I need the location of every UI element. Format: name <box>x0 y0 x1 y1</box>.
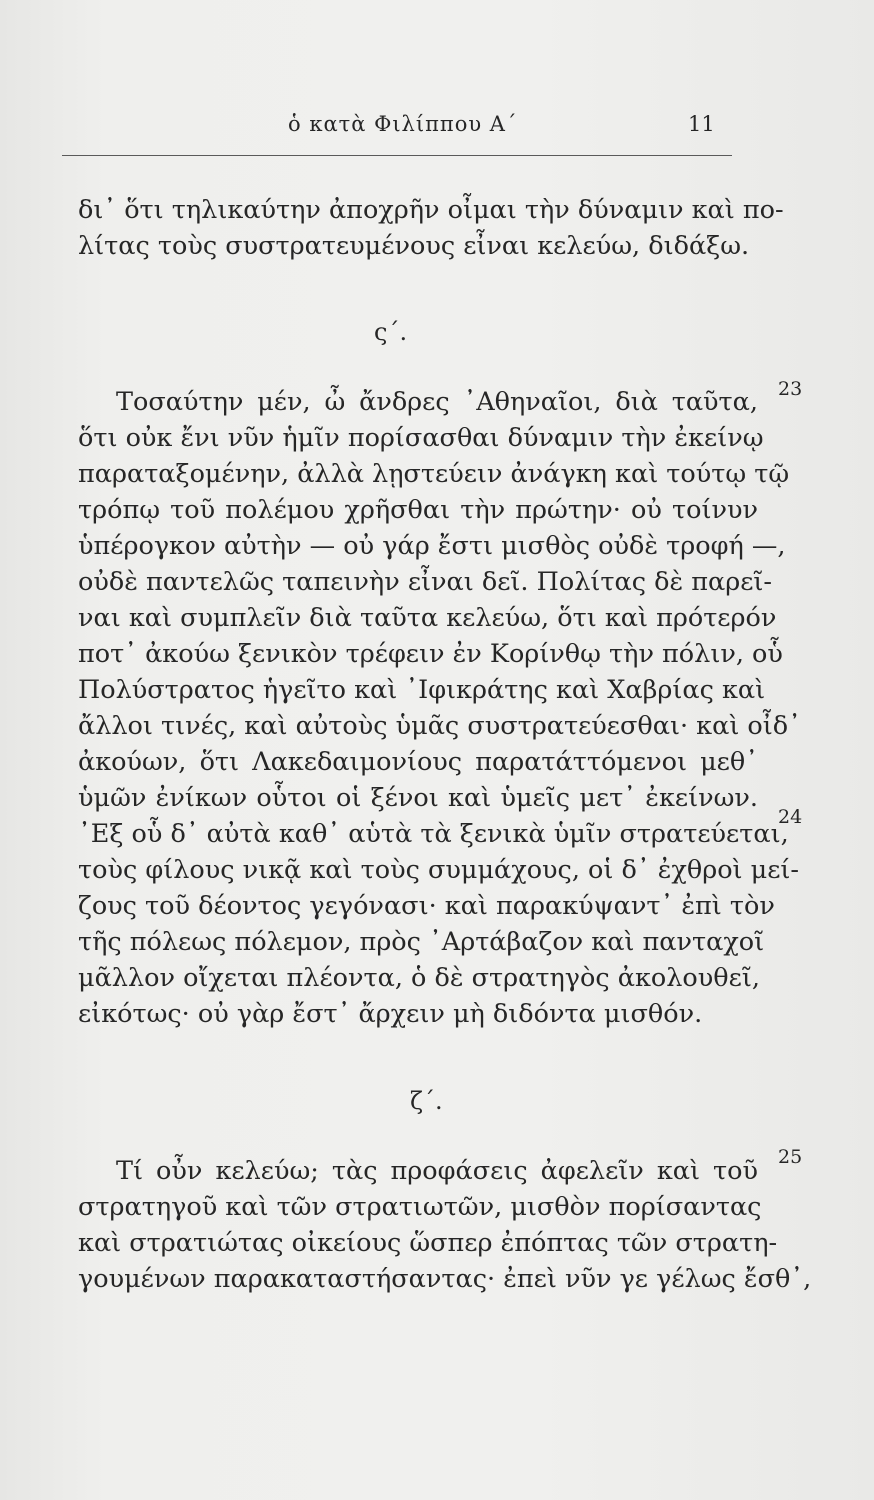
text-line: λίτας τοὺς συστρατευμένους εἶναι κελεύω, διδάξω. <box>78 231 750 261</box>
text-line: Τοσαύτην μέν, ὦ ἄνδρες ᾽Αθηναῖοι, διὰ ταῦτα, <box>116 387 758 417</box>
text-line: τρόπῳ τοῦ πολέμου χρῆσθαι τὴν πρώτην· οὐ τοίνυν <box>78 495 758 525</box>
text-line: οὐδὲ παντελῶς ταπεινὴν εἶναι δεῖ. Πολίτας δὲ παρεῖ- <box>78 567 773 597</box>
margin-paragraph-number: 23 <box>778 378 803 400</box>
text-line: δι᾽ ὅτι τηλικαύτην ἀποχρῆν οἶμαι τὴν δύναμιν καὶ πο- <box>78 195 784 225</box>
text-line: ναι καὶ συμπλεῖν διὰ ταῦτα κελεύω, ὅτι καὶ πρότερόν <box>78 603 777 633</box>
text-line: τοὺς φίλους νικᾷ καὶ τοὺς συμμάχους, οἱ δ᾽ ἐχθροὶ μεί- <box>78 855 800 885</box>
text-line: εἰκότως· οὐ γὰρ ἔστ᾽ ἄρχειν μὴ διδόντα μισθόν. <box>78 999 703 1029</box>
text-line: ὑπέρογκον αὐτὴν — οὐ γάρ ἔστι μισθὸς οὐδὲ τροφή —, <box>78 531 786 561</box>
text-line: ὅτι οὐκ ἔνι νῦν ἡμῖν πορίσασθαι δύναμιν τὴν ἐκείνῳ <box>78 423 764 453</box>
section-number: ζ΄. <box>410 1087 443 1115</box>
running-head <box>0 112 874 142</box>
margin-paragraph-number: 25 <box>778 1146 803 1168</box>
text-line: Τί οὖν κελεύω; τὰς προφάσεις ἀφελεῖν καὶ τοῦ <box>116 1156 758 1186</box>
text-line: ἄλλοι τινές, καὶ αὐτοὺς ὑμᾶς συστρατεύεσθαι· καὶ οἶδ᾽ <box>78 711 801 741</box>
running-title: ὁ κατὰ Φιλίππου Α΄ <box>288 112 518 136</box>
text-line: Πολύστρατος ἡγεῖτο καὶ ᾽Ιφικράτης καὶ Χαβρίας καὶ <box>78 675 766 705</box>
text-line: ὑμῶν ἐνίκων οὗτοι οἱ ξένοι καὶ ὑμεῖς μετ᾽ ἐκείνων. <box>78 783 758 813</box>
text-line: καὶ στρατιώτας οἰκείους ὥσπερ ἐπόπτας τῶν στρατη- <box>78 1228 778 1258</box>
text-line: στρατηγοῦ καὶ τῶν στρατιωτῶν, μισθὸν πορίσαντας <box>78 1192 762 1222</box>
page-number: 11 <box>688 112 715 136</box>
header-rule <box>62 155 732 156</box>
text-line: γουμένων παρακαταστήσαντας· ἐπεὶ νῦν γε γέλως ἔσθ᾽, <box>78 1264 812 1294</box>
section-number: ς΄. <box>374 318 408 346</box>
margin-paragraph-number: 24 <box>778 806 803 828</box>
text-line: μᾶλλον οἴχεται πλέοντα, ὁ δὲ στρατηγὸς ἀκολουθεῖ, <box>78 963 760 993</box>
text-line: παραταξομένην, ἀλλὰ λῃστεύειν ἀνάγκη καὶ τούτῳ τῷ <box>78 459 790 489</box>
text-line: τῆς πόλεως πόλεμον, πρὸς ᾽Αρτάβαζον καὶ πανταχοῖ <box>78 927 765 957</box>
text-line: ἀκούων, ὅτι Λακεδαιμονίους παρατάττόμενοι μεθ᾽ <box>78 747 758 777</box>
text-line: ζους τοῦ δέοντος γεγόνασι· καὶ παρακύψαντ᾽ ἐπὶ τὸν <box>78 891 775 921</box>
text-line: ποτ᾽ ἀκούω ξενικὸν τρέφειν ἐν Κορίνθῳ τὴν πόλιν, οὗ <box>78 639 783 669</box>
text-line: ᾽Εξ οὗ δ᾽ αὐτὰ καθ᾽ αὑτὰ τὰ ξενικὰ ὑμῖν στρατεύεται, <box>78 819 789 849</box>
